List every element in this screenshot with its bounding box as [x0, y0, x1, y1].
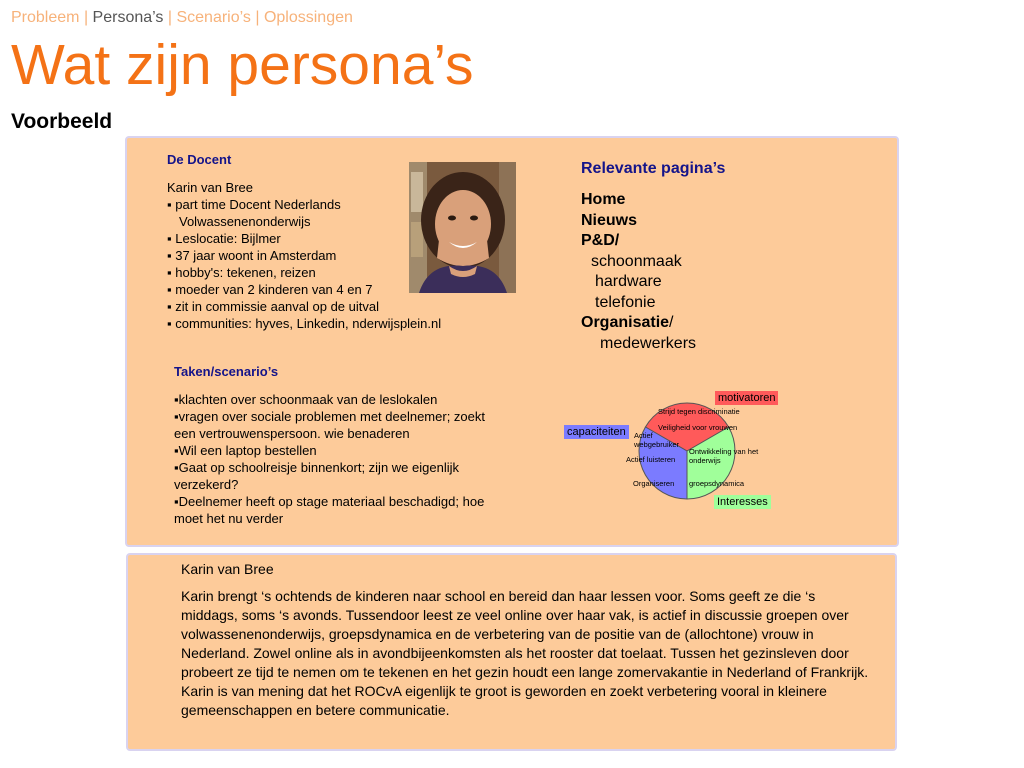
- pie-label: Actief webgebruiker: [634, 431, 680, 449]
- legend-interesses: Interesses: [714, 495, 771, 509]
- breadcrumb-item-probleem[interactable]: Probleem: [11, 9, 80, 26]
- list-item: ▪ 37 jaar woont in Amsterdam: [167, 248, 337, 263]
- breadcrumb-separator: |: [83, 9, 89, 26]
- story-text: Karin brengt ‘s ochtends de kinderen naar school en bereid dan haar lessen voor. Soms geeft ze die ‘s middags, soms ‘s avonds. Tussendoor leest ze veel online over haar vak, is actief in discussie groepen over volwassenenonderwijs, groepsdynamica en de verbetering van de positie van de (allochtone) vrouw in Nederland. Zowel online als in avondbijeenkomsten als het rooster dat toelaat. Tussen het gezinsleven door probeert ze tijd te nemen om te tekenen en het gezin houdt een lange zomervakantie in Nederland of Frankrijk. Karin is van mening dat het ROCvA eigenlijk te groot is geworden en zoekt verbetering vooral in kleinere gemeenschappen en betere communicatie.: [181, 588, 869, 718]
- tasks-heading: Taken/scenario’s: [174, 364, 279, 379]
- page-link-medewerkers[interactable]: medewerkers: [600, 334, 697, 352]
- persona-panel: [125, 136, 899, 547]
- legend-motivatoren: motivatoren: [715, 391, 778, 405]
- breadcrumb-item-oplossingen[interactable]: Oplossingen: [263, 9, 353, 26]
- relevant-pages-heading: Relevante pagina’s: [581, 160, 726, 177]
- pie-label: Strijd tegen discriminatie: [658, 407, 740, 416]
- list-item: ▪ communities: hyves, Linkedin, nderwijsplein.nl: [167, 316, 442, 331]
- pie-label: Veiligheid voor vrouwen: [658, 423, 738, 432]
- list-item: Volwassenenonderwijs: [179, 214, 311, 229]
- list-item: ▪Deelnemer heeft op stage materiaal beschadigd; hoe moet het nu verder: [174, 494, 485, 526]
- story-name: Karin van Bree: [181, 561, 274, 577]
- list-item: ▪ zit in commissie aanval op de uitval: [167, 299, 379, 314]
- pie-label: groepsdynamica: [689, 479, 745, 488]
- breadcrumb: [11, 9, 353, 27]
- list-item: ▪vragen over sociale problemen met deelnemer; zoekt een vertrouwenspersoon. wie benaderen: [174, 409, 485, 441]
- relevant-pages-list: [581, 190, 696, 354]
- list-item: ▪ part time Docent Nederlands: [167, 197, 341, 212]
- page-subtitle: Voorbeeld: [11, 110, 113, 133]
- persona-name: Karin van Bree: [167, 180, 253, 195]
- breadcrumb-item-personas[interactable]: Persona’s: [92, 9, 164, 26]
- page-link-schoonmaak[interactable]: schoonmaak: [591, 252, 682, 270]
- pie-label: Actief luisteren: [626, 455, 676, 464]
- page-link-telefonie[interactable]: telefonie: [595, 293, 656, 311]
- list-item: ▪ Leslocatie: Bijlmer: [167, 231, 281, 246]
- page-link-hardware[interactable]: hardware: [595, 273, 662, 290]
- list-item: ▪Wil een laptop bestellen: [174, 443, 317, 458]
- list-item: ▪Gaat op schoolreisje binnenkort; zijn we eigenlijk verzekerd?: [174, 460, 459, 492]
- legend-capaciteiten: capaciteiten: [564, 425, 629, 439]
- scenario-panel: [126, 553, 897, 751]
- page-title: Wat zijn persona’s: [11, 33, 474, 97]
- breadcrumb-item-scenarios[interactable]: Scenario’s: [176, 9, 251, 26]
- pie-label: Ontwikkeling van het onderwijs: [689, 447, 759, 465]
- persona-heading: De Docent: [167, 152, 232, 167]
- breadcrumb-separator: |: [167, 9, 173, 26]
- persona-photo: [409, 162, 516, 293]
- page-link-nieuws[interactable]: Nieuws: [581, 211, 638, 229]
- page-link-home[interactable]: Home: [581, 191, 626, 208]
- list-item: ▪ moeder van 2 kinderen van 4 en 7: [167, 282, 373, 297]
- page-link-pd[interactable]: P&D/: [581, 232, 620, 249]
- breadcrumb-separator: |: [255, 9, 260, 26]
- list-item: ▪klachten over schoonmaak van de leslokalen: [174, 392, 438, 407]
- tasks-list: [174, 391, 504, 527]
- portrait-image: [409, 162, 516, 293]
- pie-label: Organiseren: [633, 479, 675, 488]
- page-link-organisatie[interactable]: Organisatie/: [581, 314, 674, 331]
- list-item: ▪ hobby's: tekenen, reizen: [167, 265, 316, 280]
